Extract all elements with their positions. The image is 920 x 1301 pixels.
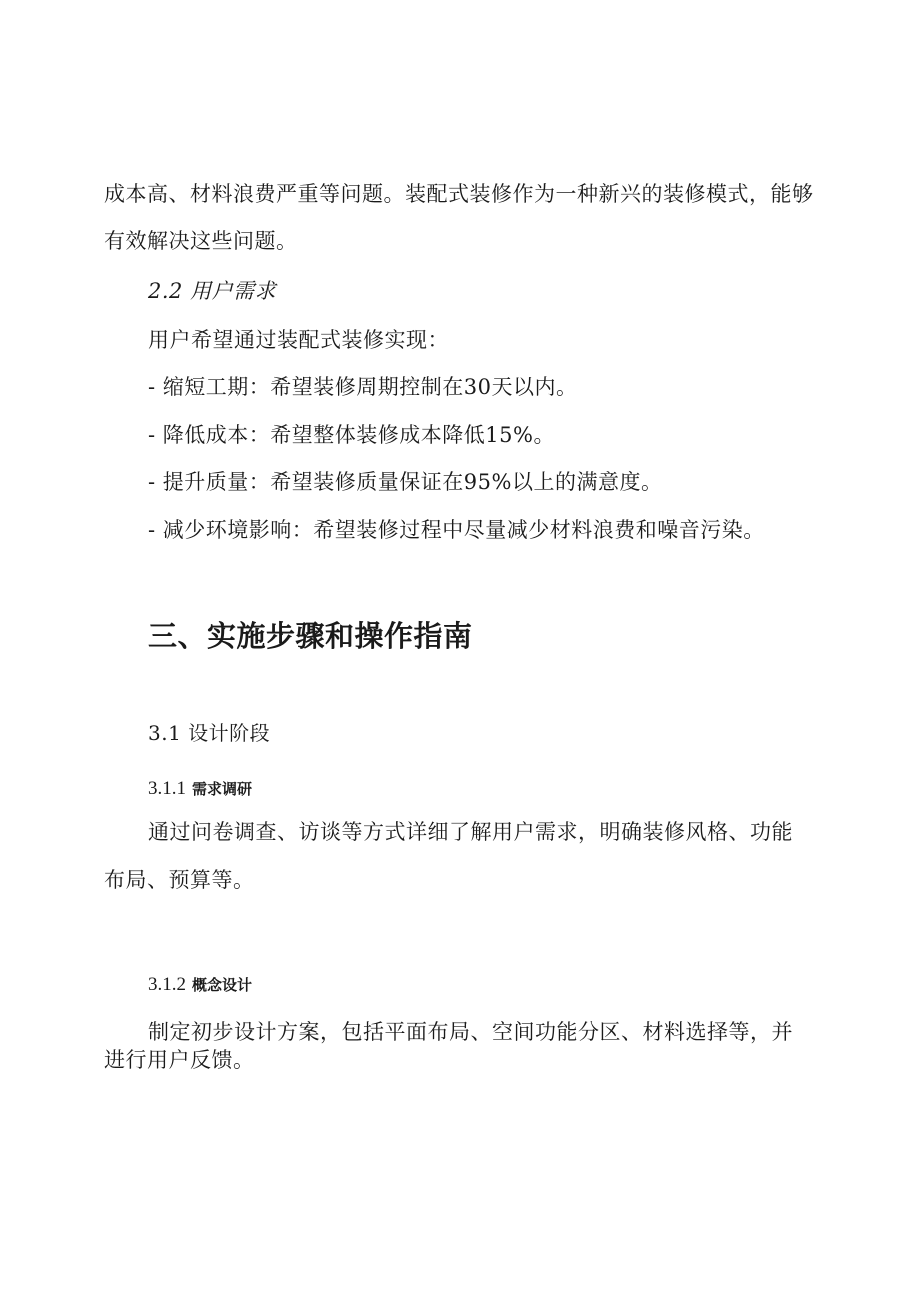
section-3-1-heading: 3.1 设计阶段 <box>148 721 271 745</box>
sub-3-1-1-line-1: 通过问卷调查、访谈等方式详细了解用户需求，明确装修风格、功能 <box>148 820 793 844</box>
sub-3-1-1-title: 需求调研 <box>192 780 253 798</box>
requirement-item: - 提升质量：希望装修质量保证在95%以上的满意度。 <box>148 470 663 494</box>
intro-line-1: 成本高、材料浪费严重等问题。装配式装修作为一种新兴的装修模式，能够 <box>104 182 814 206</box>
sub-3-1-2-heading <box>148 971 252 998</box>
section-2-2-heading: 2.2 用户需求 <box>148 279 277 303</box>
intro-line-2: 有效解决这些问题。 <box>104 229 298 253</box>
sub-3-1-2-title: 概念设计 <box>192 976 253 994</box>
sub-3-1-2-number: 3.1.2 <box>148 974 186 995</box>
sub-3-1-2-line-2: 进行用户反馈。 <box>104 1048 255 1072</box>
section-2-2-lead: 用户希望通过装配式装修实现： <box>148 328 449 352</box>
sub-3-1-1-number: 3.1.1 <box>148 778 186 799</box>
requirement-item: - 缩短工期：希望装修周期控制在30天以内。 <box>148 375 578 399</box>
chapter-3-title: 三、实施步骤和操作指南 <box>148 619 473 653</box>
sub-3-1-2-line-1: 制定初步设计方案，包括平面布局、空间功能分区、材料选择等，并 <box>148 1020 793 1044</box>
requirement-item: - 减少环境影响：希望装修过程中尽量减少材料浪费和噪音污染。 <box>148 518 765 542</box>
sub-3-1-1-line-2: 布局、预算等。 <box>104 868 255 892</box>
requirement-item: - 降低成本：希望整体装修成本降低15%。 <box>148 423 555 447</box>
sub-3-1-1-heading <box>148 775 252 802</box>
